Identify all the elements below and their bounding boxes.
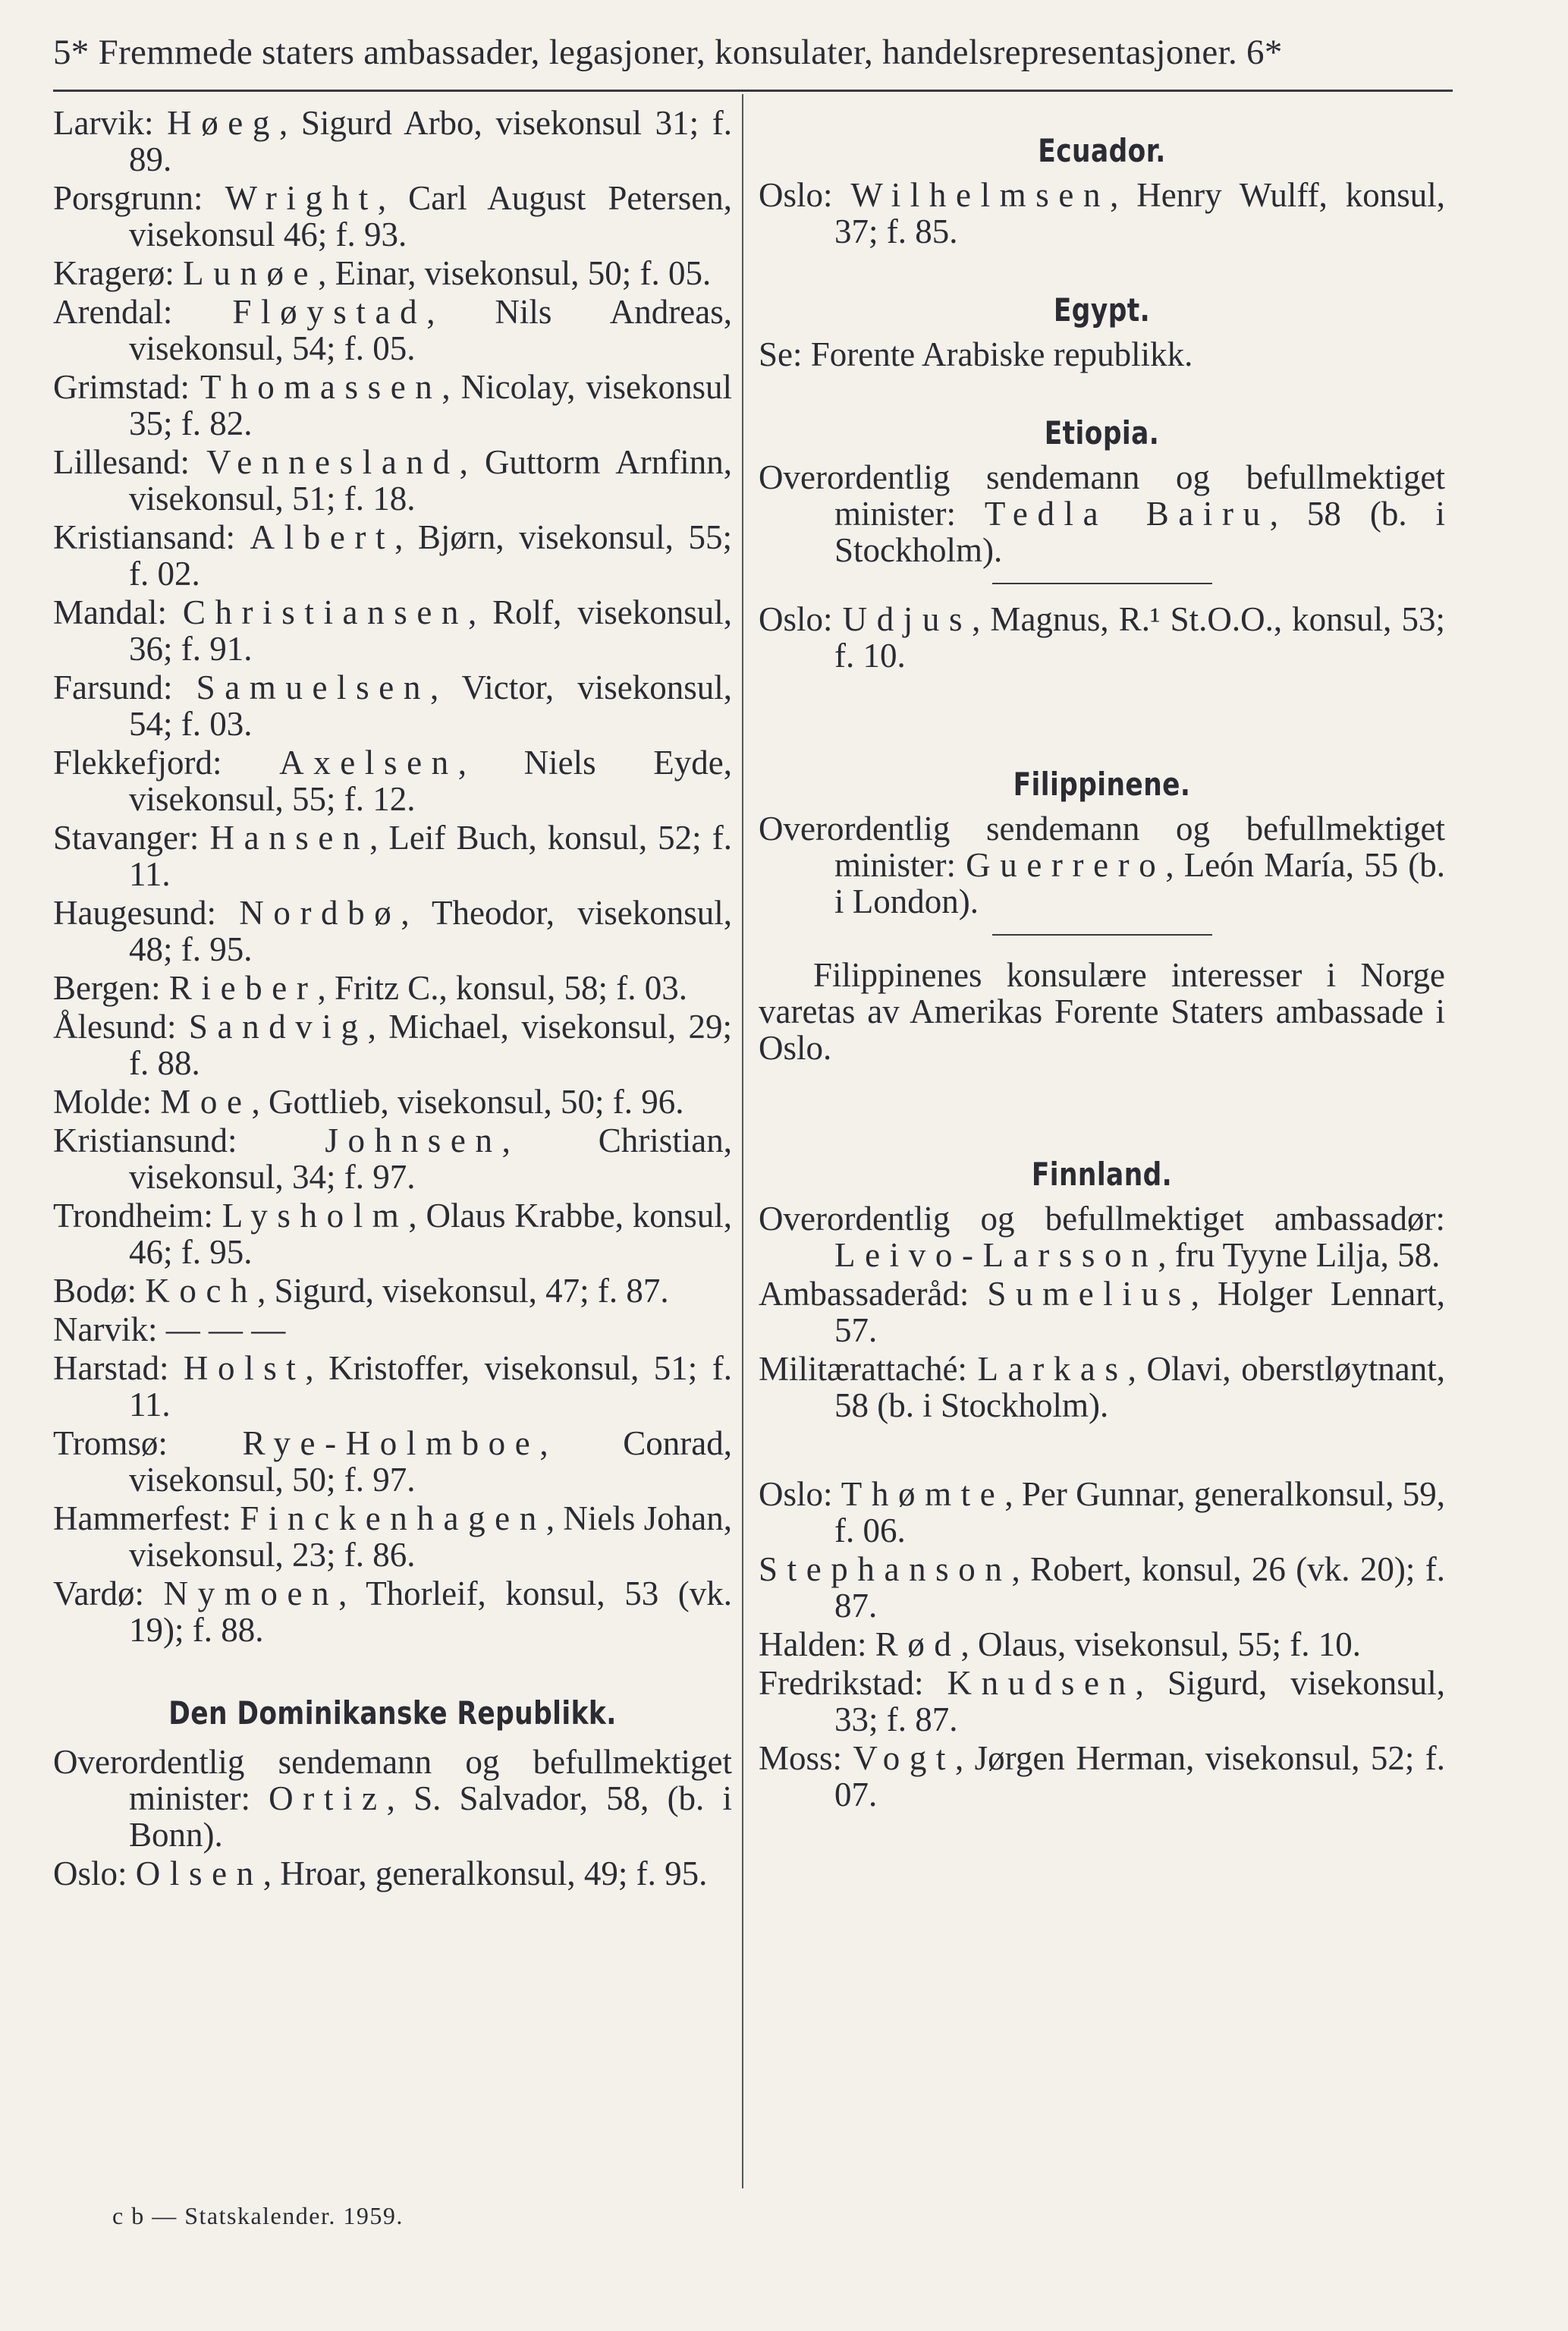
list-item xyxy=(759,1476,1445,1549)
list-item xyxy=(53,1575,732,1648)
entry-location: Bodø: xyxy=(53,1272,146,1310)
philippines-note: Filippinenes konsulære interesser i Norge varetas av Amerikas Forente Staters ambassade i Oslo. xyxy=(759,956,1445,1067)
list-item xyxy=(53,369,732,442)
entry-details: , León María, 55 (b. i London). xyxy=(834,846,1445,920)
entry-location: Arendal: xyxy=(53,293,233,331)
entry-details: , Kristoffer, visekonsul, 51; f. 11. xyxy=(129,1349,732,1423)
entry-details: , Einar, visekonsul, 50; f. 05. xyxy=(318,254,712,292)
entry-location: Lillesand: xyxy=(53,443,207,481)
entry-details: , fru Tyyne Lilja, 58. xyxy=(1158,1236,1441,1274)
entry-location: Flekkefjord: xyxy=(53,744,280,782)
entry-location: Overordentlig sendemann og befullmektiget minister: xyxy=(759,458,1445,533)
ecuador-entries xyxy=(759,177,1445,250)
list-item xyxy=(53,1197,732,1270)
entry-location: Harstad: xyxy=(53,1349,184,1387)
entry-location: Farsund: xyxy=(53,668,196,706)
list-item xyxy=(53,895,732,967)
section-heading-philippines: Filippinene. xyxy=(1013,766,1191,803)
entry-details: , Hroar, generalkonsul, 49; f. 95. xyxy=(262,1854,708,1892)
entry-name: Moe xyxy=(160,1083,252,1121)
entry-location: Larvik: xyxy=(53,104,168,142)
entry-name: Sumelius xyxy=(987,1275,1191,1313)
entry-location: Molde: xyxy=(53,1083,161,1121)
entry-name: Wright xyxy=(225,179,378,217)
list-item xyxy=(759,177,1445,250)
list-item xyxy=(53,1272,732,1309)
entry-details: , Fritz C., konsul, 58; f. 03. xyxy=(317,969,687,1007)
entry-name: Rieber xyxy=(168,969,318,1007)
entry-name: Wilhelmsen xyxy=(850,176,1111,214)
entry-details: , Olavi, oberstløytnant, 58 (b. i Stockholm). xyxy=(834,1350,1446,1424)
entry-details: , Niels Eyde, visekonsul, 55; f. 12. xyxy=(129,744,732,818)
list-item xyxy=(53,255,732,291)
entry-name: Fløystad xyxy=(232,293,427,331)
entry-details: , Christian, visekonsul, 34; f. 97. xyxy=(129,1121,732,1196)
list-item xyxy=(53,1425,732,1498)
entry-details: , Holger Lennart, 57. xyxy=(834,1275,1446,1349)
entry-name: Johnsen xyxy=(325,1121,502,1159)
list-item xyxy=(759,601,1445,674)
entry-location: Overordentlig sendemann og befullmektiget minister: xyxy=(53,1743,732,1817)
section-heading-egypt: Egypt. xyxy=(1053,291,1151,329)
entry-name: Samuelsen xyxy=(196,668,430,706)
entry-details: , Olaus, visekonsul, 55; f. 10. xyxy=(960,1625,1362,1663)
entry-name: Axelsen xyxy=(279,744,458,782)
entry-details: , Magnus, R.¹ St.O.O., konsul, 53; f. 10. xyxy=(834,600,1446,675)
entry-name: Høeg xyxy=(167,104,279,142)
entry-details: , Sigurd Arbo, visekonsul 31; f. 89. xyxy=(129,104,732,178)
entry-name: Christiansen xyxy=(182,593,469,631)
header-rule xyxy=(53,90,1453,92)
entry-name: Finckenhagen xyxy=(240,1499,546,1537)
list-item xyxy=(53,970,732,1006)
entry-location: Hammerfest: xyxy=(53,1499,240,1537)
entry-name: Leivo-Larsson xyxy=(834,1236,1158,1274)
entry-location: Bergen: xyxy=(53,969,169,1007)
list-item xyxy=(53,744,732,817)
left-column xyxy=(53,105,732,1894)
entry-name: Hansen xyxy=(209,819,370,857)
entry-location: Mandal: xyxy=(53,593,183,631)
entry-details: , Leif Buch, konsul, 52; f. 11. xyxy=(129,819,732,893)
list-item xyxy=(53,105,732,178)
list-item xyxy=(759,1665,1445,1738)
norway-consulates-list xyxy=(53,105,732,1648)
entry-name: Albert xyxy=(250,518,395,556)
entry-name: Sandvig xyxy=(188,1008,368,1046)
list-item xyxy=(53,1122,732,1195)
entry-location: Kristiansund: xyxy=(53,1121,325,1159)
entry-name: Lysholm xyxy=(222,1197,409,1235)
list-item xyxy=(53,444,732,517)
entry-name: Guerrero xyxy=(966,846,1166,884)
page-header: 5* Fremmede staters ambassader, legasjoner, konsulater, handelsrepresentasjoner. 6* xyxy=(53,33,1283,72)
entry-location: Vardø: xyxy=(53,1574,164,1612)
list-item xyxy=(53,1008,732,1081)
list-item xyxy=(53,1855,732,1892)
entry-location: Overordentlig sendemann og befullmektiget minister: xyxy=(759,810,1445,884)
list-item xyxy=(53,180,732,253)
entry-name: Vennesland xyxy=(206,443,460,481)
entry-name: Lunøe xyxy=(183,254,319,292)
list-item xyxy=(53,1311,732,1348)
entry-name: Nordbø xyxy=(239,894,401,932)
entry-name: Holst xyxy=(183,1349,306,1387)
entry-details: , S. Salvador, 58, (b. i Bonn). xyxy=(129,1779,732,1854)
list-item xyxy=(759,1200,1445,1273)
entry-details: , Jørgen Herman, visekonsul, 52; f. 07. xyxy=(834,1739,1445,1814)
entry-details: , Conrad, visekonsul, 50; f. 97. xyxy=(129,1424,732,1499)
list-item xyxy=(759,459,1445,568)
ethiopia-minister xyxy=(759,459,1445,568)
philippines-entries xyxy=(759,810,1445,920)
list-item xyxy=(759,1351,1445,1423)
entry-name: Thømte xyxy=(841,1475,1005,1513)
entry-name: Vogt xyxy=(853,1739,956,1777)
list-item xyxy=(759,1276,1445,1348)
entry-location: Moss: xyxy=(759,1739,853,1777)
ethiopia-consulate xyxy=(759,601,1445,674)
entry-location: Stavanger: xyxy=(53,819,210,857)
section-heading-dominican: Den Dominikanske Republikk. xyxy=(168,1694,617,1732)
page-footer: c b — Statskalender. 1959. xyxy=(112,2202,404,2229)
entry-details: , Victor, visekonsul, 54; f. 03. xyxy=(129,668,732,743)
entry-details: , Rolf, visekonsul, 36; f. 91. xyxy=(129,593,732,668)
entry-details: , Per Gunnar, generalkonsul, 59, f. 06. xyxy=(834,1475,1446,1549)
section-heading-ethiopia: Etiopia. xyxy=(1044,414,1160,451)
list-item xyxy=(53,669,732,742)
list-item xyxy=(759,1740,1445,1813)
entry-details: , Thorleif, konsul, 53 (vk. 19); f. 88. xyxy=(129,1574,732,1649)
entry-details: , Nils Andreas, visekonsul, 54; f. 05. xyxy=(129,293,732,367)
entry-name: Knudsen xyxy=(947,1664,1136,1702)
entry-location: Tromsø: xyxy=(53,1424,243,1462)
entry-details: , Guttorm Arnfinn, visekonsul, 51; f. 18. xyxy=(129,443,732,517)
list-item xyxy=(53,1084,732,1120)
entry-name: Tedla Bairu xyxy=(984,495,1270,533)
list-item xyxy=(53,819,732,892)
list-item xyxy=(53,1500,732,1573)
entry-details: , Sigurd, visekonsul, 47; f. 87. xyxy=(257,1272,669,1310)
entry-location: Oslo: xyxy=(759,600,843,638)
dominican-entries xyxy=(53,1744,732,1892)
entry-details: , Gottlieb, visekonsul, 50; f. 96. xyxy=(251,1083,684,1121)
entry-location: Fredrikstad: xyxy=(759,1664,947,1702)
entry-location: Narvik: xyxy=(53,1310,166,1348)
section-heading-ecuador: Ecuador. xyxy=(1038,132,1166,169)
entry-details: , Niels Johan, visekonsul, 23; f. 86. xyxy=(129,1499,732,1574)
list-item xyxy=(759,1551,1445,1624)
entry-name: Nymoen xyxy=(163,1574,339,1612)
entry-location: Ambassaderåd: xyxy=(759,1275,988,1313)
entry-location: Grimstad: xyxy=(53,368,201,406)
list-item xyxy=(53,594,732,667)
entry-details: , Nicolay, visekonsul 35; f. 82. xyxy=(129,368,732,442)
entry-name: Rye-Holmboe xyxy=(242,1424,540,1462)
egypt-reference: Se: Forente Arabiske republikk. xyxy=(759,335,1193,373)
entry-name: Rød xyxy=(875,1625,961,1663)
entry-location: Halden: xyxy=(759,1625,875,1663)
entry-location: Porsgrunn: xyxy=(53,179,225,217)
entry-details: , 58 (b. i Stockholm). xyxy=(834,495,1446,569)
entry-location: Oslo: xyxy=(53,1854,136,1892)
entry-location: Kristiansand: xyxy=(53,518,250,556)
entry-location: Kragerø: xyxy=(53,254,184,292)
column-divider xyxy=(742,94,743,2188)
list-item xyxy=(759,810,1445,920)
entry-name: Olsen xyxy=(135,1854,263,1892)
entry-name: Larkas xyxy=(977,1350,1128,1388)
list-item xyxy=(53,1350,732,1423)
list-item xyxy=(759,1626,1445,1663)
entry-name: Ortiz xyxy=(269,1779,387,1817)
entry-location: Overordentlig og befullmektiget ambassadør: xyxy=(759,1200,1445,1238)
entry-name: Udjus xyxy=(842,600,973,638)
entry-details: , Henry Wulff, konsul, 37; f. 85. xyxy=(834,176,1445,250)
entry-name: Koch xyxy=(145,1272,258,1310)
entry-details: , Olaus Krabbe, konsul, 46; f. 95. xyxy=(129,1197,733,1271)
list-item xyxy=(53,519,732,592)
finland-consulates xyxy=(759,1476,1445,1813)
entry-details: , Sigurd, visekonsul, 33; f. 87. xyxy=(834,1664,1445,1738)
entry-location: Haugesund: xyxy=(53,894,240,932)
list-item xyxy=(53,1744,732,1853)
entry-details: , Theodor, visekonsul, 48; f. 95. xyxy=(129,894,732,968)
entry-details: , Bjørn, visekonsul, 55; f. 02. xyxy=(129,518,732,593)
entry-name: Thomassen xyxy=(200,368,442,406)
entry-location: Militærattaché: xyxy=(759,1350,978,1388)
entry-location: Oslo: xyxy=(759,176,851,214)
right-column xyxy=(759,105,1445,1815)
entry-name: Stephanson xyxy=(759,1550,1012,1588)
list-item xyxy=(53,294,732,366)
entry-details: , Michael, visekonsul, 29; f. 88. xyxy=(129,1008,732,1082)
entry-details: — — — xyxy=(165,1310,286,1348)
finland-entries xyxy=(759,1200,1445,1423)
entry-location: Trondheim: xyxy=(53,1197,222,1235)
section-heading-finland: Finnland. xyxy=(1031,1156,1173,1193)
entry-details: , Carl August Petersen, visekonsul 46; f. 93. xyxy=(129,179,733,253)
entry-details: , Robert, konsul, 26 (vk. 20); f. 87. xyxy=(834,1550,1445,1625)
entry-location: Ålesund: xyxy=(53,1008,189,1046)
entry-location: Oslo: xyxy=(759,1475,841,1513)
